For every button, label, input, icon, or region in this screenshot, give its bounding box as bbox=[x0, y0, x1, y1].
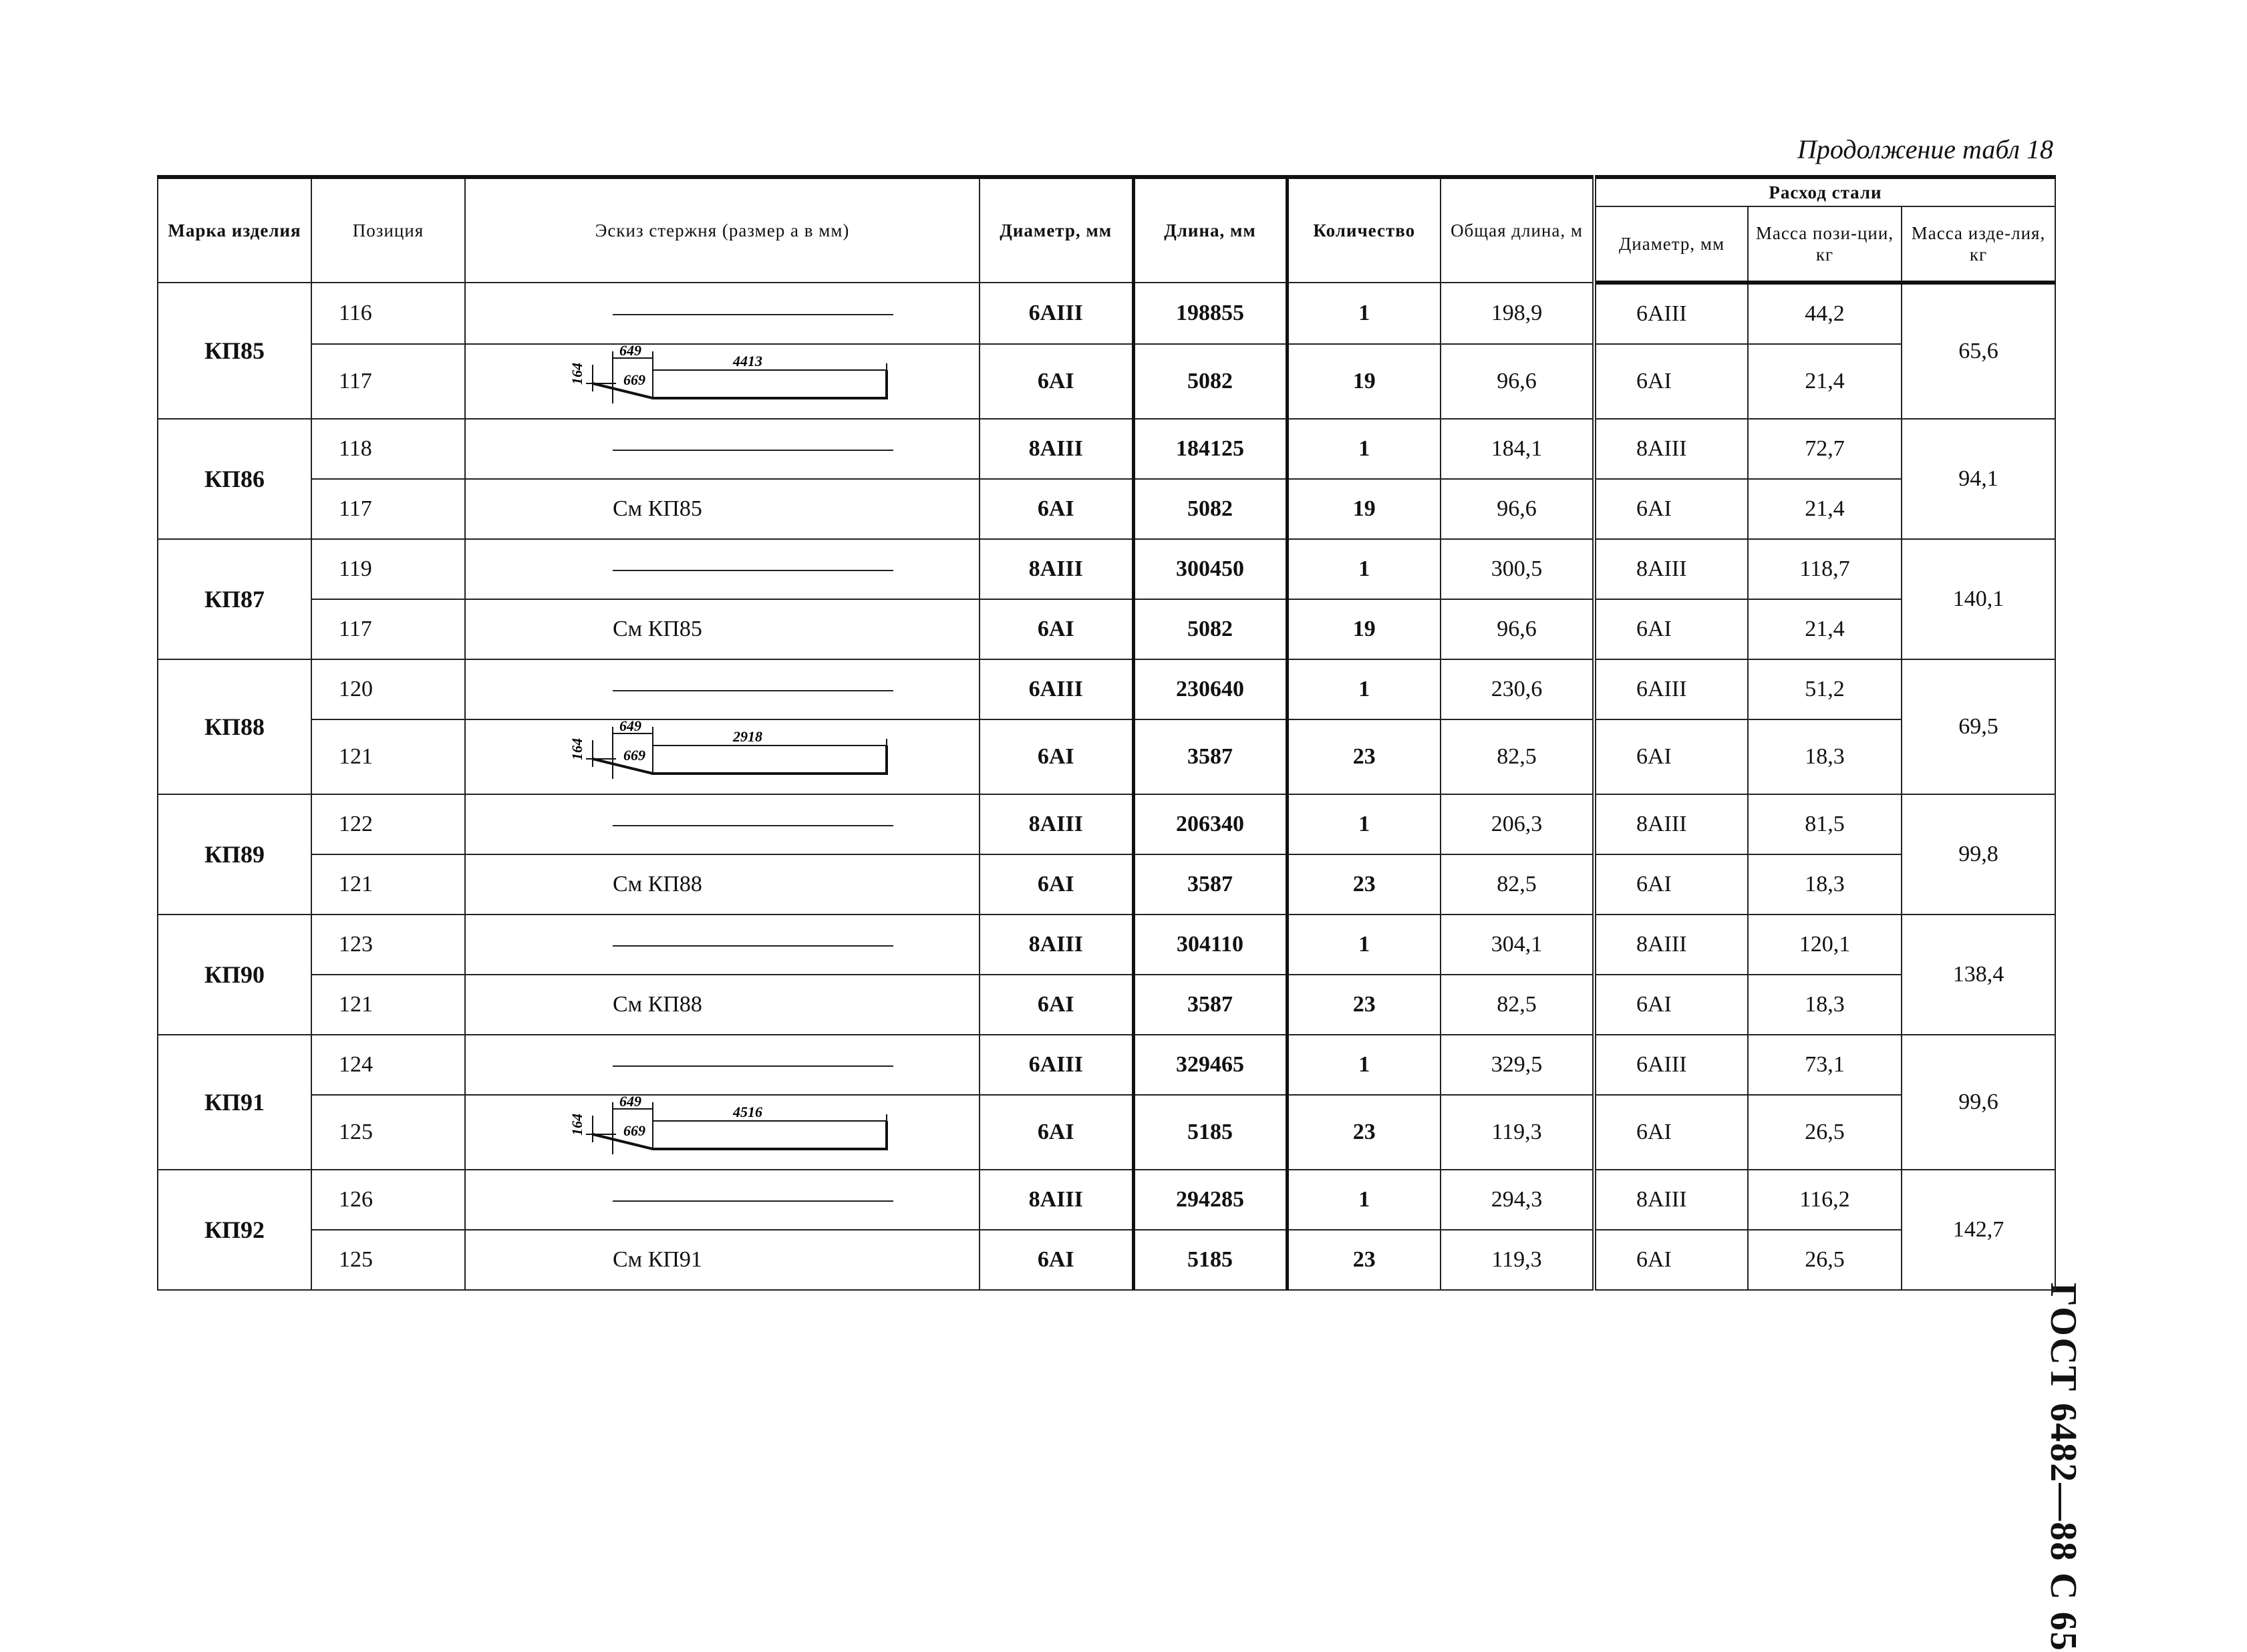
header-steel-consumption: Расход стали bbox=[1594, 177, 2055, 206]
dim-label-164: 164 bbox=[569, 363, 585, 385]
quantity-cell: 1 bbox=[1287, 283, 1441, 344]
mass-position-cell: 18,3 bbox=[1748, 854, 1902, 915]
diameter-cell: 6AIII bbox=[980, 283, 1133, 344]
total-length-cell: 96,6 bbox=[1441, 479, 1594, 539]
position-cell: 117 bbox=[311, 599, 465, 659]
length-cell: 5082 bbox=[1133, 344, 1287, 419]
table-body bbox=[158, 283, 2055, 1290]
table-row bbox=[158, 659, 2055, 719]
diameter-cell: 6AI bbox=[980, 479, 1133, 539]
product-mark: КП90 bbox=[158, 915, 311, 1035]
header-mass-position: Масса пози-ции, кг bbox=[1748, 206, 1902, 283]
sketch-reference: См КП91 bbox=[613, 1247, 702, 1272]
sketch-cell bbox=[465, 599, 980, 659]
table-row bbox=[158, 599, 2055, 659]
sketch-reference: См КП88 bbox=[613, 872, 702, 896]
product-mark: КП89 bbox=[158, 794, 311, 915]
table-row bbox=[158, 1170, 2055, 1230]
steel-diameter-cell: 6AIII bbox=[1594, 659, 1748, 719]
total-length-cell: 230,6 bbox=[1441, 659, 1594, 719]
straight-bar-line bbox=[613, 450, 893, 451]
dim-label-length: 2918 bbox=[733, 728, 762, 745]
table-row bbox=[158, 419, 2055, 479]
position-cell: 120 bbox=[311, 659, 465, 719]
steel-diameter-cell: 6AIII bbox=[1594, 1035, 1748, 1095]
diameter-cell: 6AI bbox=[980, 975, 1133, 1035]
straight-bar-line bbox=[613, 1200, 893, 1202]
steel-diameter-cell: 6AI bbox=[1594, 975, 1748, 1035]
sketch-cell bbox=[465, 794, 980, 854]
straight-bar-line bbox=[613, 570, 893, 571]
total-length-cell: 96,6 bbox=[1441, 599, 1594, 659]
product-mass: 69,5 bbox=[1902, 659, 2055, 794]
total-length-cell: 119,3 bbox=[1441, 1230, 1594, 1290]
straight-bar-sketch bbox=[613, 301, 975, 326]
dim-label-length: 4413 bbox=[733, 353, 762, 369]
table-row bbox=[158, 344, 2055, 419]
header-quantity: Количество bbox=[1287, 177, 1441, 283]
bent-bar-sketch bbox=[566, 345, 975, 418]
product-mark: КП86 bbox=[158, 419, 311, 539]
product-mass: 142,7 bbox=[1902, 1170, 2055, 1290]
diameter-cell: 6AIII bbox=[980, 1035, 1133, 1095]
mass-position-cell: 118,7 bbox=[1748, 539, 1902, 599]
diameter-cell: 6AIII bbox=[980, 659, 1133, 719]
total-length-cell: 119,3 bbox=[1441, 1095, 1594, 1170]
straight-bar-line bbox=[613, 690, 893, 691]
length-cell: 198855 bbox=[1133, 283, 1287, 344]
steel-diameter-cell: 8AIII bbox=[1594, 794, 1748, 854]
position-cell: 117 bbox=[311, 344, 465, 419]
steel-diameter-cell: 8AIII bbox=[1594, 419, 1748, 479]
product-mass: 99,6 bbox=[1902, 1035, 2055, 1170]
diameter-cell: 6AI bbox=[980, 1230, 1133, 1290]
table-row bbox=[158, 854, 2055, 915]
header-steel-diameter: Диаметр, мм bbox=[1594, 206, 1748, 283]
diameter-cell: 6AI bbox=[980, 719, 1133, 794]
table-continuation-caption: Продолжение табл 18 bbox=[1797, 134, 2053, 164]
table-row bbox=[158, 915, 2055, 975]
diameter-cell: 8AIII bbox=[980, 539, 1133, 599]
total-length-cell: 304,1 bbox=[1441, 915, 1594, 975]
total-length-cell: 198,9 bbox=[1441, 283, 1594, 344]
straight-bar-line bbox=[613, 825, 893, 826]
diameter-cell: 8AIII bbox=[980, 794, 1133, 854]
quantity-cell: 19 bbox=[1287, 479, 1441, 539]
sketch-cell bbox=[465, 915, 980, 975]
position-cell: 125 bbox=[311, 1230, 465, 1290]
total-length-cell: 300,5 bbox=[1441, 539, 1594, 599]
dim-label-649: 649 bbox=[619, 720, 641, 734]
position-cell: 121 bbox=[311, 854, 465, 915]
position-cell: 124 bbox=[311, 1035, 465, 1095]
quantity-cell: 1 bbox=[1287, 659, 1441, 719]
straight-bar-line bbox=[613, 314, 893, 315]
table-row bbox=[158, 1095, 2055, 1170]
position-cell: 121 bbox=[311, 975, 465, 1035]
steel-diameter-cell: 6AI bbox=[1594, 1095, 1748, 1170]
bent-bar-drawing bbox=[566, 720, 913, 794]
straight-bar-sketch bbox=[613, 556, 975, 582]
bent-bar-sketch bbox=[566, 720, 975, 794]
header-position: Позиция bbox=[311, 177, 465, 283]
length-cell: 5082 bbox=[1133, 599, 1287, 659]
straight-bar-sketch bbox=[613, 436, 975, 462]
sketch-cell bbox=[465, 1170, 980, 1230]
sketch-reference: См КП85 bbox=[613, 496, 702, 521]
header-sketch: Эскиз стержня (размер а в мм) bbox=[465, 177, 980, 283]
diameter-cell: 8AIII bbox=[980, 419, 1133, 479]
product-mass: 99,8 bbox=[1902, 794, 2055, 915]
standard-page-label: ГОСТ 6482—88 С 65 bbox=[2043, 1283, 2084, 1652]
quantity-cell: 1 bbox=[1287, 794, 1441, 854]
dim-label-669: 669 bbox=[623, 1122, 645, 1139]
sketch-reference: См КП88 bbox=[613, 992, 702, 1017]
mass-position-cell: 21,4 bbox=[1748, 344, 1902, 419]
sketch-cell bbox=[465, 283, 980, 344]
mass-position-cell: 72,7 bbox=[1748, 419, 1902, 479]
sketch-cell bbox=[465, 479, 980, 539]
table-row bbox=[158, 794, 2055, 854]
sketch-cell bbox=[465, 1035, 980, 1095]
straight-bar-sketch bbox=[613, 932, 975, 957]
header-length: Длина, мм bbox=[1133, 177, 1287, 283]
position-cell: 119 bbox=[311, 539, 465, 599]
quantity-cell: 23 bbox=[1287, 854, 1441, 915]
length-cell: 304110 bbox=[1133, 915, 1287, 975]
straight-bar-line bbox=[613, 945, 893, 947]
steel-diameter-cell: 8AIII bbox=[1594, 539, 1748, 599]
length-cell: 3587 bbox=[1133, 854, 1287, 915]
dim-label-164: 164 bbox=[569, 738, 585, 760]
sketch-reference: См КП85 bbox=[613, 617, 702, 641]
table-row bbox=[158, 1230, 2055, 1290]
steel-diameter-cell: 6AI bbox=[1594, 599, 1748, 659]
position-cell: 121 bbox=[311, 719, 465, 794]
steel-diameter-cell: 6AI bbox=[1594, 1230, 1748, 1290]
length-cell: 5185 bbox=[1133, 1230, 1287, 1290]
straight-bar-sketch bbox=[613, 677, 975, 702]
bent-bar-sketch bbox=[566, 1096, 975, 1169]
product-mark: КП88 bbox=[158, 659, 311, 794]
quantity-cell: 1 bbox=[1287, 1170, 1441, 1230]
total-length-cell: 329,5 bbox=[1441, 1035, 1594, 1095]
header-total-length: Общая длина, м bbox=[1441, 177, 1594, 283]
straight-bar-sketch bbox=[613, 1052, 975, 1078]
diameter-cell: 6AI bbox=[980, 854, 1133, 915]
diameter-cell: 6AI bbox=[980, 1095, 1133, 1170]
product-mark: КП87 bbox=[158, 539, 311, 659]
quantity-cell: 23 bbox=[1287, 975, 1441, 1035]
mass-position-cell: 116,2 bbox=[1748, 1170, 1902, 1230]
total-length-cell: 82,5 bbox=[1441, 975, 1594, 1035]
table-row bbox=[158, 1035, 2055, 1095]
position-cell: 117 bbox=[311, 479, 465, 539]
total-length-cell: 294,3 bbox=[1441, 1170, 1594, 1230]
straight-bar-line bbox=[613, 1065, 893, 1067]
total-length-cell: 96,6 bbox=[1441, 344, 1594, 419]
table-row bbox=[158, 283, 2055, 344]
diameter-cell: 8AIII bbox=[980, 915, 1133, 975]
steel-diameter-cell: 6AI bbox=[1594, 719, 1748, 794]
steel-diameter-cell: 6AI bbox=[1594, 854, 1748, 915]
product-mass: 138,4 bbox=[1902, 915, 2055, 1035]
quantity-cell: 1 bbox=[1287, 1035, 1441, 1095]
straight-bar-sketch bbox=[613, 812, 975, 837]
mass-position-cell: 73,1 bbox=[1748, 1035, 1902, 1095]
diameter-cell: 8AIII bbox=[980, 1170, 1133, 1230]
length-cell: 329465 bbox=[1133, 1035, 1287, 1095]
quantity-cell: 1 bbox=[1287, 539, 1441, 599]
sketch-cell bbox=[465, 419, 980, 479]
reinforcement-table bbox=[157, 175, 2056, 1291]
header-mass-product: Масса изде-лия, кг bbox=[1902, 206, 2055, 283]
sketch-cell bbox=[465, 854, 980, 915]
sketch-cell bbox=[465, 719, 980, 794]
steel-diameter-cell: 6AI bbox=[1594, 479, 1748, 539]
diameter-cell: 6AI bbox=[980, 344, 1133, 419]
quantity-cell: 23 bbox=[1287, 1230, 1441, 1290]
length-cell: 5082 bbox=[1133, 479, 1287, 539]
quantity-cell: 23 bbox=[1287, 719, 1441, 794]
sketch-cell bbox=[465, 975, 980, 1035]
table-row bbox=[158, 719, 2055, 794]
product-mass: 94,1 bbox=[1902, 419, 2055, 539]
dim-label-669: 669 bbox=[623, 747, 645, 764]
table-row bbox=[158, 479, 2055, 539]
position-cell: 116 bbox=[311, 283, 465, 344]
mass-position-cell: 51,2 bbox=[1748, 659, 1902, 719]
bent-bar-drawing bbox=[566, 1096, 913, 1169]
product-mark: КП92 bbox=[158, 1170, 311, 1290]
mass-position-cell: 21,4 bbox=[1748, 599, 1902, 659]
length-cell: 5185 bbox=[1133, 1095, 1287, 1170]
mass-position-cell: 21,4 bbox=[1748, 479, 1902, 539]
quantity-cell: 1 bbox=[1287, 419, 1441, 479]
diameter-cell: 6AI bbox=[980, 599, 1133, 659]
mass-position-cell: 81,5 bbox=[1748, 794, 1902, 854]
steel-diameter-cell: 6AI bbox=[1594, 344, 1748, 419]
dim-label-164: 164 bbox=[569, 1114, 585, 1136]
steel-diameter-cell: 8AIII bbox=[1594, 1170, 1748, 1230]
sketch-cell bbox=[465, 1095, 980, 1170]
sketch-cell bbox=[465, 344, 980, 419]
dim-label-649: 649 bbox=[619, 1096, 641, 1110]
length-cell: 230640 bbox=[1133, 659, 1287, 719]
mass-position-cell: 26,5 bbox=[1748, 1230, 1902, 1290]
bent-bar-drawing bbox=[566, 345, 913, 418]
table-row bbox=[158, 539, 2055, 599]
total-length-cell: 82,5 bbox=[1441, 719, 1594, 794]
position-cell: 122 bbox=[311, 794, 465, 854]
quantity-cell: 19 bbox=[1287, 344, 1441, 419]
mass-position-cell: 18,3 bbox=[1748, 719, 1902, 794]
sketch-cell bbox=[465, 1230, 980, 1290]
quantity-cell: 19 bbox=[1287, 599, 1441, 659]
mass-position-cell: 18,3 bbox=[1748, 975, 1902, 1035]
position-cell: 125 bbox=[311, 1095, 465, 1170]
steel-diameter-cell: 8AIII bbox=[1594, 915, 1748, 975]
product-mass: 65,6 bbox=[1902, 283, 2055, 419]
table-row bbox=[158, 975, 2055, 1035]
dim-label-669: 669 bbox=[623, 371, 645, 388]
length-cell: 300450 bbox=[1133, 539, 1287, 599]
total-length-cell: 82,5 bbox=[1441, 854, 1594, 915]
dim-label-length: 4516 bbox=[733, 1104, 762, 1120]
quantity-cell: 23 bbox=[1287, 1095, 1441, 1170]
product-mark: КП91 bbox=[158, 1035, 311, 1170]
length-cell: 294285 bbox=[1133, 1170, 1287, 1230]
total-length-cell: 206,3 bbox=[1441, 794, 1594, 854]
length-cell: 3587 bbox=[1133, 719, 1287, 794]
position-cell: 123 bbox=[311, 915, 465, 975]
sketch-cell bbox=[465, 539, 980, 599]
mass-position-cell: 120,1 bbox=[1748, 915, 1902, 975]
position-cell: 118 bbox=[311, 419, 465, 479]
mass-position-cell: 44,2 bbox=[1748, 283, 1902, 344]
sketch-cell bbox=[465, 659, 980, 719]
mass-position-cell: 26,5 bbox=[1748, 1095, 1902, 1170]
quantity-cell: 1 bbox=[1287, 915, 1441, 975]
product-mass: 140,1 bbox=[1902, 539, 2055, 659]
header-mark: Марка изделия bbox=[158, 177, 311, 283]
total-length-cell: 184,1 bbox=[1441, 419, 1594, 479]
length-cell: 184125 bbox=[1133, 419, 1287, 479]
length-cell: 3587 bbox=[1133, 975, 1287, 1035]
header-diameter: Диаметр, мм bbox=[980, 177, 1133, 283]
position-cell: 126 bbox=[311, 1170, 465, 1230]
straight-bar-sketch bbox=[613, 1187, 975, 1212]
length-cell: 206340 bbox=[1133, 794, 1287, 854]
steel-diameter-cell: 6AIII bbox=[1594, 283, 1748, 344]
product-mark: КП85 bbox=[158, 283, 311, 419]
dim-label-649: 649 bbox=[619, 345, 641, 359]
